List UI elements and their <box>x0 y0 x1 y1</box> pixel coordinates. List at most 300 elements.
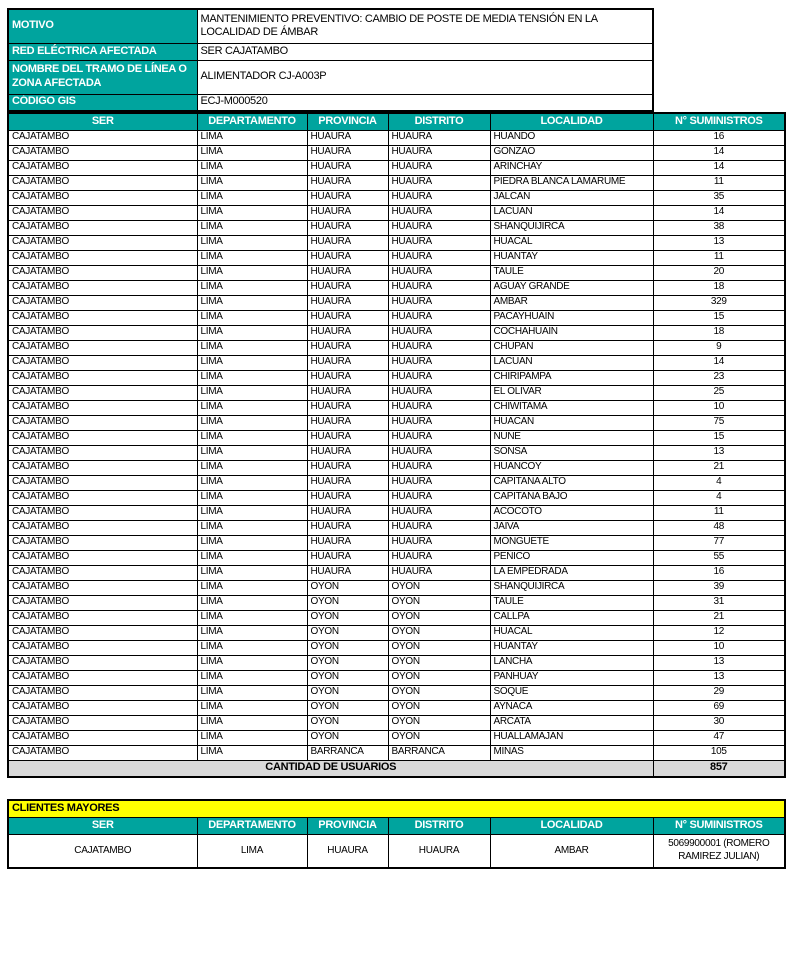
table-cell: HUAURA <box>307 340 388 355</box>
table-cell: 329 <box>653 295 785 310</box>
table-cell: 4 <box>653 475 785 490</box>
table-cell: CAJATAMBO <box>8 400 197 415</box>
table-cell: AGUAY GRANDE <box>490 280 653 295</box>
cm-column-header-suministros: N° SUMINISTROS <box>653 817 785 834</box>
table-cell: 13 <box>653 445 785 460</box>
table-row <box>8 595 785 610</box>
table-row <box>8 175 785 190</box>
table-cell: CAJATAMBO <box>8 610 197 625</box>
column-header-distrito: DISTRITO <box>388 113 490 130</box>
table-row <box>8 715 785 730</box>
table-cell: LIMA <box>197 205 307 220</box>
table-cell: 14 <box>653 355 785 370</box>
table-cell: HUACAN <box>490 415 653 430</box>
column-header-departamento: DEPARTAMENTO <box>197 113 307 130</box>
cm-column-header-ser: SER <box>8 817 197 834</box>
table-cell: HUAURA <box>388 280 490 295</box>
table-cell: LIMA <box>197 415 307 430</box>
table-cell: 13 <box>653 670 785 685</box>
table-cell: 30 <box>653 715 785 730</box>
table-cell: HUAURA <box>388 520 490 535</box>
table-cell: HUACAL <box>490 235 653 250</box>
table-cell: LIMA <box>197 325 307 340</box>
table-cell: HUANDO <box>490 130 653 145</box>
total-label: CANTIDAD DE USUARIOS <box>8 760 653 777</box>
table-cell: 14 <box>653 145 785 160</box>
table-cell: OYON <box>388 640 490 655</box>
table-cell: AYNACA <box>490 700 653 715</box>
table-cell: OYON <box>307 670 388 685</box>
table-row <box>8 310 785 325</box>
table-cell: LIMA <box>197 160 307 175</box>
table-row <box>8 685 785 700</box>
cm-cell-ser: CAJATAMBO <box>8 834 197 868</box>
info-label-motivo: MOTIVO <box>8 9 197 43</box>
table-cell: OYON <box>307 715 388 730</box>
table-cell: HUAURA <box>307 355 388 370</box>
table-cell: 10 <box>653 400 785 415</box>
table-cell: CHIRIPAMPA <box>490 370 653 385</box>
cm-column-header-localidad: LOCALIDAD <box>490 817 653 834</box>
table-cell: LIMA <box>197 445 307 460</box>
table-row <box>8 265 785 280</box>
table-cell: HUAURA <box>307 145 388 160</box>
table-row <box>8 460 785 475</box>
table-cell: SOQUE <box>490 685 653 700</box>
table-row <box>8 475 785 490</box>
table-cell: HUAURA <box>388 535 490 550</box>
table-cell: SONSA <box>490 445 653 460</box>
table-cell: CAJATAMBO <box>8 625 197 640</box>
table-cell: LIMA <box>197 340 307 355</box>
table-cell: HUANTAY <box>490 250 653 265</box>
table-row <box>8 205 785 220</box>
table-row <box>8 520 785 535</box>
table-cell: HUAURA <box>388 460 490 475</box>
table-cell: HUAURA <box>388 190 490 205</box>
table-cell: HUAURA <box>307 445 388 460</box>
table-cell: 10 <box>653 640 785 655</box>
table-cell: 14 <box>653 205 785 220</box>
table-cell: CAJATAMBO <box>8 430 197 445</box>
table-cell: PANHUAY <box>490 670 653 685</box>
table-cell: SHANQUIJIRCA <box>490 220 653 235</box>
table-cell: TAULE <box>490 595 653 610</box>
table-cell: 14 <box>653 160 785 175</box>
table-cell: CAJATAMBO <box>8 655 197 670</box>
table-cell: LIMA <box>197 505 307 520</box>
table-cell: 13 <box>653 235 785 250</box>
table-cell: CAJATAMBO <box>8 130 197 145</box>
table-cell: JALCAN <box>490 190 653 205</box>
table-cell: HUAURA <box>388 355 490 370</box>
table-cell: OYON <box>388 700 490 715</box>
table-cell: HUAURA <box>388 250 490 265</box>
info-value-tramo-linea: ALIMENTADOR CJ-A003P <box>197 60 653 94</box>
table-row <box>8 430 785 445</box>
info-label-codigo-gis: CÓDIGO GIS <box>8 94 197 111</box>
table-cell: OYON <box>307 580 388 595</box>
table-cell: CAJATAMBO <box>8 205 197 220</box>
table-cell: HUAURA <box>307 385 388 400</box>
table-cell: CAJATAMBO <box>8 265 197 280</box>
table-cell: 47 <box>653 730 785 745</box>
table-cell: HUAURA <box>388 145 490 160</box>
table-cell: CAJATAMBO <box>8 565 197 580</box>
table-row <box>8 625 785 640</box>
table-cell: HUAURA <box>388 205 490 220</box>
table-cell: AMBAR <box>490 295 653 310</box>
table-cell: ACOCOTO <box>490 505 653 520</box>
table-cell: CAJATAMBO <box>8 280 197 295</box>
table-cell: CAJATAMBO <box>8 415 197 430</box>
table-cell: 75 <box>653 415 785 430</box>
table-row <box>8 700 785 715</box>
table-cell: 13 <box>653 655 785 670</box>
table-cell: HUAURA <box>388 310 490 325</box>
table-cell: HUAURA <box>307 220 388 235</box>
table-cell: CAJATAMBO <box>8 550 197 565</box>
column-header-localidad: LOCALIDAD <box>490 113 653 130</box>
table-cell: LIMA <box>197 595 307 610</box>
table-cell: LIMA <box>197 535 307 550</box>
table-cell: HUAURA <box>388 130 490 145</box>
table-cell: LIMA <box>197 250 307 265</box>
table-row <box>8 670 785 685</box>
table-cell: JAIVA <box>490 520 653 535</box>
clientes-mayores-title-row <box>8 800 785 817</box>
table-cell: LIMA <box>197 355 307 370</box>
table-cell: COCHAHUAIN <box>490 325 653 340</box>
table-cell: LIMA <box>197 565 307 580</box>
column-header-suministros: N° SUMINISTROS <box>653 113 785 130</box>
table-cell: ARCATA <box>490 715 653 730</box>
table-cell: CAJATAMBO <box>8 640 197 655</box>
table-row <box>8 730 785 745</box>
table-row <box>8 445 785 460</box>
table-row <box>8 130 785 145</box>
table-cell: HUAURA <box>307 520 388 535</box>
table-cell: HUAURA <box>388 490 490 505</box>
table-cell: CAJATAMBO <box>8 235 197 250</box>
table-cell: BARRANCA <box>388 745 490 760</box>
table-cell: LIMA <box>197 145 307 160</box>
table-cell: CAJATAMBO <box>8 505 197 520</box>
table-cell: OYON <box>388 625 490 640</box>
table-cell: CAJATAMBO <box>8 385 197 400</box>
table-cell: CAJATAMBO <box>8 250 197 265</box>
table-cell: LANCHA <box>490 655 653 670</box>
table-cell: HUAURA <box>307 130 388 145</box>
table-cell: LIMA <box>197 610 307 625</box>
table-cell: CAJATAMBO <box>8 445 197 460</box>
table-cell: CAJATAMBO <box>8 520 197 535</box>
table-cell: LIMA <box>197 310 307 325</box>
table-cell: 11 <box>653 505 785 520</box>
table-cell: 16 <box>653 130 785 145</box>
table-cell: CAJATAMBO <box>8 745 197 760</box>
table-cell: 69 <box>653 700 785 715</box>
info-label-red-electrica: RED ELÉCTRICA AFECTADA <box>8 43 197 60</box>
column-header-provincia: PROVINCIA <box>307 113 388 130</box>
table-cell: HUAURA <box>388 505 490 520</box>
table-row <box>8 400 785 415</box>
table-cell: CAJATAMBO <box>8 190 197 205</box>
table-cell: CAJATAMBO <box>8 145 197 160</box>
info-value-motivo: MANTENIMIENTO PREVENTIVO: CAMBIO DE POSTE DE MEDIA TENSIÓN EN LA LOCALIDAD DE ÁMBAR <box>197 9 653 43</box>
column-header-ser: SER <box>8 113 197 130</box>
clientes-mayores-header-row <box>8 817 785 834</box>
table-cell: LIMA <box>197 655 307 670</box>
info-row-motivo <box>8 9 653 43</box>
table-row <box>8 505 785 520</box>
info-value-codigo-gis: ECJ-M000520 <box>197 94 653 111</box>
table-cell: CAJATAMBO <box>8 310 197 325</box>
table-cell: 15 <box>653 430 785 445</box>
table-cell: 9 <box>653 340 785 355</box>
table-cell: HUAURA <box>307 370 388 385</box>
table-cell: CAJATAMBO <box>8 175 197 190</box>
table-cell: 55 <box>653 550 785 565</box>
table-row <box>8 235 785 250</box>
table-cell: HUAURA <box>307 205 388 220</box>
table-cell: OYON <box>388 685 490 700</box>
table-cell: OYON <box>307 730 388 745</box>
table-row <box>8 250 785 265</box>
table-cell: 25 <box>653 385 785 400</box>
table-row <box>8 745 785 760</box>
table-cell: 48 <box>653 520 785 535</box>
table-cell: CALLPA <box>490 610 653 625</box>
table-cell: HUAURA <box>388 430 490 445</box>
table-cell: LIMA <box>197 220 307 235</box>
table-cell: CAJATAMBO <box>8 595 197 610</box>
table-cell: CAJATAMBO <box>8 340 197 355</box>
table-cell: HUAURA <box>307 505 388 520</box>
table-cell: HUAURA <box>388 220 490 235</box>
cm-cell-suministros: 5069900001 (ROMERO RAMIREZ JULIAN) <box>653 834 785 868</box>
table-cell: HUAURA <box>388 400 490 415</box>
info-table <box>7 8 654 112</box>
table-cell: TAULE <box>490 265 653 280</box>
table-cell: ARINCHAY <box>490 160 653 175</box>
table-cell: OYON <box>307 625 388 640</box>
table-cell: HUAURA <box>388 340 490 355</box>
info-label-tramo-linea: NOMBRE DEL TRAMO DE LÍNEA O ZONA AFECTADA <box>8 60 197 94</box>
table-row <box>8 655 785 670</box>
table-cell: CAJATAMBO <box>8 670 197 685</box>
table-cell: 20 <box>653 265 785 280</box>
table-cell: HUAURA <box>307 415 388 430</box>
table-cell: 18 <box>653 325 785 340</box>
table-cell: 11 <box>653 175 785 190</box>
table-cell: HUAURA <box>388 385 490 400</box>
table-cell: LIMA <box>197 520 307 535</box>
table-cell: HUAURA <box>307 160 388 175</box>
table-row <box>8 190 785 205</box>
total-row <box>8 760 785 777</box>
table-cell: LIMA <box>197 190 307 205</box>
table-cell: HUAURA <box>307 310 388 325</box>
table-cell: PIEDRA BLANCA LAMARUME <box>490 175 653 190</box>
table-cell: 35 <box>653 190 785 205</box>
table-cell: CAJATAMBO <box>8 475 197 490</box>
clientes-mayores-table <box>7 799 786 869</box>
table-cell: 21 <box>653 460 785 475</box>
table-cell: HUAURA <box>388 370 490 385</box>
table-cell: LIMA <box>197 625 307 640</box>
table-cell: HUAURA <box>307 475 388 490</box>
table-cell: HUAURA <box>307 250 388 265</box>
table-cell: GONZAO <box>490 145 653 160</box>
table-cell: LIMA <box>197 685 307 700</box>
table-cell: HUAURA <box>307 265 388 280</box>
table-cell: OYON <box>307 655 388 670</box>
table-cell: CAJATAMBO <box>8 535 197 550</box>
table-cell: OYON <box>307 595 388 610</box>
cm-column-header-departamento: DEPARTAMENTO <box>197 817 307 834</box>
table-cell: LIMA <box>197 580 307 595</box>
table-row <box>8 220 785 235</box>
clientes-mayores-title: CLIENTES MAYORES <box>8 800 785 817</box>
info-row-tramo-linea <box>8 60 653 94</box>
table-cell: HUAURA <box>388 295 490 310</box>
table-cell: 23 <box>653 370 785 385</box>
table-cell: CAJATAMBO <box>8 490 197 505</box>
table-cell: CAJATAMBO <box>8 370 197 385</box>
table-cell: CAJATAMBO <box>8 220 197 235</box>
table-cell: 16 <box>653 565 785 580</box>
table-row <box>8 580 785 595</box>
table-cell: CAJATAMBO <box>8 715 197 730</box>
info-row-codigo-gis <box>8 94 653 111</box>
table-cell: OYON <box>388 595 490 610</box>
table-cell: NUNE <box>490 430 653 445</box>
table-cell: 12 <box>653 625 785 640</box>
table-cell: HUAURA <box>388 325 490 340</box>
cm-cell-departamento: LIMA <box>197 834 307 868</box>
table-cell: HUAURA <box>307 235 388 250</box>
table-cell: HUAURA <box>307 430 388 445</box>
table-cell: CAJATAMBO <box>8 580 197 595</box>
table-cell: HUAURA <box>388 475 490 490</box>
table-cell: LACUAN <box>490 355 653 370</box>
table-row <box>8 385 785 400</box>
table-cell: MINAS <box>490 745 653 760</box>
table-cell: HUANCOY <box>490 460 653 475</box>
table-row <box>8 355 785 370</box>
table-cell: HUAURA <box>307 280 388 295</box>
table-cell: PACAYHUAIN <box>490 310 653 325</box>
table-cell: HUAURA <box>388 445 490 460</box>
table-cell: HUAURA <box>307 490 388 505</box>
table-cell: LIMA <box>197 295 307 310</box>
table-cell: OYON <box>388 655 490 670</box>
table-cell: OYON <box>307 610 388 625</box>
table-row <box>8 565 785 580</box>
table-cell: CAJATAMBO <box>8 700 197 715</box>
table-cell: LIMA <box>197 130 307 145</box>
table-cell: CAJATAMBO <box>8 685 197 700</box>
total-value: 857 <box>653 760 785 777</box>
table-cell: CAJATAMBO <box>8 355 197 370</box>
table-cell: HUALLAMAJAN <box>490 730 653 745</box>
table-cell: LIMA <box>197 550 307 565</box>
table-row <box>8 490 785 505</box>
table-cell: OYON <box>388 610 490 625</box>
info-value-red-electrica: SER CAJATAMBO <box>197 43 653 60</box>
table-cell: LIMA <box>197 670 307 685</box>
table-cell: OYON <box>307 640 388 655</box>
table-cell: HUACAL <box>490 625 653 640</box>
table-cell: HUAURA <box>388 175 490 190</box>
table-cell: LIMA <box>197 700 307 715</box>
table-cell: LIMA <box>197 715 307 730</box>
table-cell: CAJATAMBO <box>8 325 197 340</box>
table-cell: OYON <box>388 715 490 730</box>
table-cell: EL OLIVAR <box>490 385 653 400</box>
table-cell: LIMA <box>197 265 307 280</box>
table-cell: HUAURA <box>307 460 388 475</box>
table-cell: HUAURA <box>388 550 490 565</box>
table-cell: HUAURA <box>388 565 490 580</box>
clientes-mayores-data-row <box>8 834 785 868</box>
table-cell: CAJATAMBO <box>8 460 197 475</box>
table-cell: LIMA <box>197 475 307 490</box>
cm-column-header-distrito: DISTRITO <box>388 817 490 834</box>
table-cell: CAPITANA BAJO <box>490 490 653 505</box>
table-cell: 39 <box>653 580 785 595</box>
table-cell: 105 <box>653 745 785 760</box>
table-row <box>8 145 785 160</box>
table-cell: HUAURA <box>307 325 388 340</box>
table-cell: PEÑICO <box>490 550 653 565</box>
table-cell: OYON <box>388 670 490 685</box>
table-cell: HUANTAY <box>490 640 653 655</box>
table-cell: HUAURA <box>388 160 490 175</box>
table-cell: LIMA <box>197 235 307 250</box>
table-cell: OYON <box>388 730 490 745</box>
table-cell: 29 <box>653 685 785 700</box>
table-cell: LIMA <box>197 430 307 445</box>
table-cell: OYON <box>388 580 490 595</box>
table-row <box>8 280 785 295</box>
table-cell: CHIWITAMA <box>490 400 653 415</box>
table-cell: LA EMPEDRADA <box>490 565 653 580</box>
table-cell: LIMA <box>197 175 307 190</box>
table-cell: HUAURA <box>307 190 388 205</box>
table-cell: HUAURA <box>388 265 490 280</box>
suministros-header-row <box>8 113 785 130</box>
table-cell: HUAURA <box>307 175 388 190</box>
table-cell: CAJATAMBO <box>8 730 197 745</box>
table-cell: HUAURA <box>307 565 388 580</box>
table-cell: HUAURA <box>307 550 388 565</box>
table-cell: LIMA <box>197 745 307 760</box>
table-cell: BARRANCA <box>307 745 388 760</box>
table-cell: SHANQUIJIRCA <box>490 580 653 595</box>
table-cell: 18 <box>653 280 785 295</box>
table-cell: LIMA <box>197 730 307 745</box>
table-row <box>8 610 785 625</box>
table-cell: LIMA <box>197 400 307 415</box>
table-cell: OYON <box>307 700 388 715</box>
table-cell: 11 <box>653 250 785 265</box>
table-cell: 38 <box>653 220 785 235</box>
cm-cell-provincia: HUAURA <box>307 834 388 868</box>
table-cell: LIMA <box>197 370 307 385</box>
table-cell: 15 <box>653 310 785 325</box>
